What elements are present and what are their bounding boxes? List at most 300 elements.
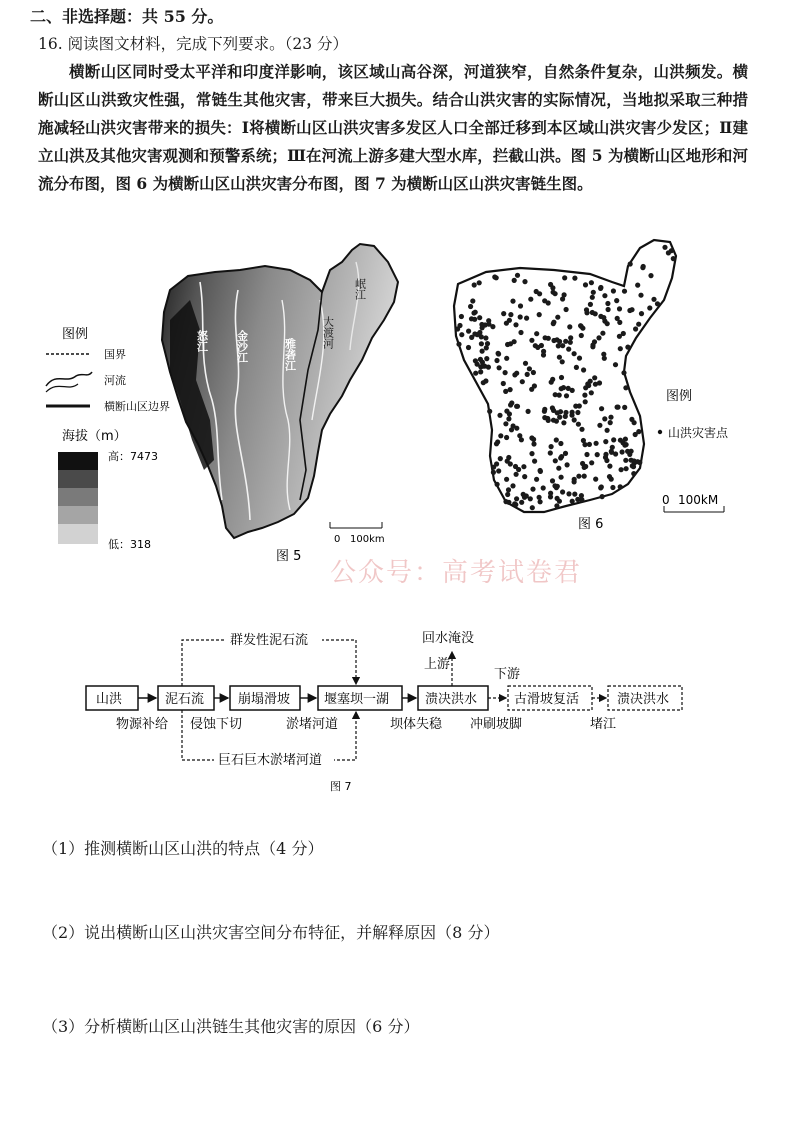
- flood-point: [618, 346, 623, 351]
- node-text-5: 古滑坡复活: [514, 692, 580, 707]
- flood-point: [636, 322, 641, 327]
- flood-point: [624, 466, 629, 471]
- flood-point: [495, 439, 500, 444]
- flood-point: [622, 443, 627, 448]
- flood-point: [598, 285, 603, 290]
- river-label-min: 岷江: [353, 278, 367, 300]
- flood-point: [484, 356, 489, 361]
- flood-point: [477, 280, 482, 285]
- figure6-legend-item: 山洪灾害点: [668, 426, 729, 440]
- flood-point: [620, 449, 625, 454]
- flood-point: [529, 338, 534, 343]
- flood-point: [485, 341, 490, 346]
- flood-point: [588, 302, 593, 307]
- flood-point: [537, 495, 542, 500]
- flood-point: [617, 320, 622, 325]
- flood-point: [576, 474, 581, 479]
- flood-point: [605, 301, 610, 306]
- flood-point: [556, 343, 561, 348]
- flood-point: [466, 329, 471, 334]
- flood-point: [636, 429, 641, 434]
- flood-point: [469, 316, 474, 321]
- flood-point: [542, 415, 547, 420]
- flood-point: [611, 437, 616, 442]
- flood-point: [614, 298, 619, 303]
- flood-point: [548, 282, 553, 287]
- flood-point: [501, 311, 506, 316]
- flood-point: [551, 418, 556, 423]
- flood-point: [584, 307, 589, 312]
- flood-point: [508, 402, 513, 407]
- flood-point: [479, 334, 484, 339]
- flood-point: [576, 422, 581, 427]
- flood-point: [514, 472, 519, 477]
- flood-point: [603, 455, 608, 460]
- flood-point: [554, 337, 559, 342]
- flood-point: [506, 487, 511, 492]
- flood-point: [596, 335, 601, 340]
- flood-point: [590, 310, 595, 315]
- flood-point: [637, 460, 642, 465]
- legend-boundary-label: 横断山区边界: [104, 400, 170, 413]
- flood-point: [564, 307, 569, 312]
- flood-point: [617, 306, 622, 311]
- flood-point: [611, 288, 616, 293]
- flood-point: [508, 387, 513, 392]
- flood-point: [563, 339, 568, 344]
- flood-point: [526, 409, 531, 414]
- flood-point: [602, 293, 607, 298]
- flood-point: [554, 503, 559, 508]
- flood-point: [592, 339, 597, 344]
- flood-point: [629, 417, 634, 422]
- flood-point: [572, 479, 577, 484]
- flood-point: [551, 321, 556, 326]
- flood-point: [598, 485, 603, 490]
- flood-point: [590, 344, 595, 349]
- flood-point: [581, 367, 586, 372]
- flood-point: [600, 331, 605, 336]
- node-text-0: 山洪: [96, 692, 123, 707]
- legend-border-label: 国界: [104, 348, 126, 361]
- flood-point: [575, 497, 580, 502]
- flood-point: [498, 433, 503, 438]
- flood-point: [633, 326, 638, 331]
- flood-point: [496, 351, 501, 356]
- flood-point: [494, 358, 499, 363]
- flood-point: [557, 355, 562, 360]
- flood-point: [579, 324, 584, 329]
- flood-point: [498, 456, 503, 461]
- flood-point: [590, 295, 595, 300]
- top-branch-label: 群发性泥石流: [230, 633, 309, 648]
- flood-point: [607, 464, 612, 469]
- flood-point: [455, 326, 460, 331]
- flood-point: [513, 502, 518, 507]
- flood-point: [524, 493, 529, 498]
- flood-point: [582, 393, 587, 398]
- flood-point: [662, 245, 667, 250]
- flood-point: [529, 451, 534, 456]
- flood-point: [639, 311, 644, 316]
- flood-point: [504, 477, 509, 482]
- flood-point: [598, 314, 603, 319]
- flood-point: [469, 335, 474, 340]
- flood-point: [561, 420, 566, 425]
- flood-point: [558, 409, 563, 414]
- flood-point: [599, 406, 604, 411]
- flood-point: [514, 371, 519, 376]
- below-label-4: 冲刷坡脚: [470, 717, 523, 732]
- flood-point: [524, 316, 529, 321]
- bottom-branch-label: 巨石巨木淤堵河道: [218, 753, 323, 768]
- flood-point: [527, 366, 532, 371]
- flood-point: [559, 375, 564, 380]
- flood-point: [535, 345, 540, 350]
- node-text-4: 溃决洪水: [425, 692, 478, 707]
- flood-point: [581, 438, 586, 443]
- flood-point: [579, 427, 584, 432]
- flood-point: [542, 407, 547, 412]
- flood-point: [617, 334, 622, 339]
- flood-point: [519, 437, 524, 442]
- flood-point: [602, 356, 607, 361]
- flood-point: [622, 405, 627, 410]
- flood-point: [629, 307, 634, 312]
- flood-point: [523, 361, 528, 366]
- flood-point: [518, 314, 523, 319]
- flood-point: [491, 465, 496, 470]
- flood-point: [534, 289, 539, 294]
- flood-point: [480, 349, 485, 354]
- river-label-yalong: 雅砻江: [283, 338, 297, 371]
- flood-point: [508, 312, 513, 317]
- flood-point: [510, 299, 515, 304]
- sub-question-1: （1）推测横断山区山洪的特点（4 分）: [42, 839, 324, 858]
- flood-point: [607, 474, 612, 479]
- flood-point: [508, 461, 513, 466]
- flood-point: [518, 330, 523, 335]
- flood-point: [572, 492, 577, 497]
- flood-point: [555, 496, 560, 501]
- flood-point: [522, 279, 527, 284]
- flood-point: [560, 359, 565, 364]
- flood-point: [605, 321, 610, 326]
- flood-point: [648, 273, 653, 278]
- watermark: 公众号：高考试卷君: [330, 558, 583, 588]
- flood-point: [522, 474, 527, 479]
- flood-point: [570, 499, 575, 504]
- flood-point: [483, 378, 488, 383]
- flood-point: [593, 382, 598, 387]
- figure6-legend-title: 图例: [666, 389, 693, 404]
- flood-point: [506, 455, 511, 460]
- flood-point: [554, 437, 559, 442]
- flood-point: [506, 416, 511, 421]
- flood-point: [531, 370, 536, 375]
- flood-point: [497, 413, 502, 418]
- flood-point: [513, 464, 518, 469]
- flood-point: [548, 494, 553, 499]
- river-label-jinsha: 金沙江: [235, 330, 249, 363]
- flood-point: [565, 462, 570, 467]
- question-stem: 16. 阅读图文材料，完成下列要求。（23 分）: [38, 35, 348, 53]
- flood-point: [610, 445, 615, 450]
- figure5-map: [162, 244, 398, 538]
- flood-point: [666, 250, 671, 255]
- flood-point: [477, 315, 482, 320]
- flood-point: [496, 468, 501, 473]
- flood-point: [510, 423, 515, 428]
- flood-point: [497, 365, 502, 370]
- below-label-5: 堵江: [590, 717, 617, 732]
- flood-point: [531, 437, 536, 442]
- flood-point: [520, 379, 525, 384]
- figure5-scale-label: 100km: [350, 534, 385, 545]
- flood-point: [504, 409, 509, 414]
- flood-point: [622, 289, 627, 294]
- flood-point: [548, 450, 553, 455]
- flood-point: [530, 487, 535, 492]
- flood-point: [505, 342, 510, 347]
- flood-point: [494, 275, 499, 280]
- flood-point: [608, 415, 613, 420]
- below-label-1: 侵蚀下切: [190, 717, 243, 732]
- flood-point: [671, 256, 676, 261]
- flood-point: [558, 441, 563, 446]
- flood-point: [503, 499, 508, 504]
- flood-point: [647, 305, 652, 310]
- flood-point: [595, 452, 600, 457]
- flood-point: [591, 290, 596, 295]
- flood-point: [621, 370, 626, 375]
- flood-point: [546, 300, 551, 305]
- flood-point: [470, 298, 475, 303]
- elevation-low: 低：318: [108, 538, 151, 551]
- flood-point: [572, 417, 577, 422]
- flood-point: [562, 275, 567, 280]
- flood-point: [532, 459, 537, 464]
- flood-point: [504, 435, 509, 440]
- flood-point: [575, 410, 580, 415]
- flood-point: [579, 333, 584, 338]
- flood-point: [602, 416, 607, 421]
- node-text-3: 堰塞坝一湖: [324, 692, 390, 707]
- flood-point: [477, 330, 482, 335]
- flood-point: [566, 491, 571, 496]
- flood-point: [519, 500, 524, 505]
- flood-point: [600, 494, 605, 499]
- flood-point: [619, 467, 624, 472]
- flood-point: [631, 464, 636, 469]
- flood-point: [625, 345, 630, 350]
- flood-point: [512, 278, 517, 283]
- flood-point: [587, 442, 592, 447]
- flood-point: [515, 273, 520, 278]
- flood-point: [589, 460, 594, 465]
- flood-point: [507, 318, 512, 323]
- flood-point: [570, 410, 575, 415]
- flood-point: [610, 485, 615, 490]
- flood-point: [495, 482, 500, 487]
- flood-point: [473, 371, 478, 376]
- flood-point: [549, 444, 554, 449]
- flood-point: [618, 484, 623, 489]
- flood-point: [503, 421, 508, 426]
- elevation-high: 高：7473: [108, 450, 158, 463]
- upstream-result: 回水淹没: [422, 631, 475, 646]
- flood-point: [606, 307, 611, 312]
- flood-point: [635, 283, 640, 288]
- flood-point: [553, 458, 558, 463]
- flood-point: [487, 409, 492, 414]
- legend-river-label: 河流: [104, 374, 126, 387]
- flood-point: [655, 301, 660, 306]
- flood-point: [582, 474, 587, 479]
- below-label-2: 淤堵河道: [286, 717, 339, 732]
- flood-point: [557, 415, 562, 420]
- flood-point: [597, 423, 602, 428]
- flood-point: [567, 324, 572, 329]
- flood-point: [550, 478, 555, 483]
- river-label-dadu: 大渡河: [321, 316, 335, 349]
- flood-point: [566, 347, 571, 352]
- flood-point: [560, 296, 565, 301]
- flood-point: [538, 468, 543, 473]
- flood-point: [501, 381, 506, 386]
- flood-point: [556, 466, 561, 471]
- flood-point: [483, 335, 488, 340]
- flood-point: [466, 345, 471, 350]
- figure6-scale-zero: 0: [662, 493, 670, 507]
- flood-point: [478, 357, 483, 362]
- flood-point: [541, 485, 546, 490]
- flood-point: [513, 322, 518, 327]
- flood-point: [577, 356, 582, 361]
- flood-point: [550, 405, 555, 410]
- figure5-caption: 图 5: [276, 549, 302, 564]
- flood-point: [534, 331, 539, 336]
- flood-point: [629, 458, 634, 463]
- flood-point: [518, 303, 523, 308]
- sub-question-3: （3）分析横断山区山洪链生其他灾害的原因（6 分）: [42, 1017, 420, 1036]
- flood-point: [572, 351, 577, 356]
- flood-point: [503, 370, 508, 375]
- flood-point: [615, 405, 620, 410]
- flood-point: [551, 290, 556, 295]
- sub-question-2: （2）说出横断山区山洪灾害空间分布特征，并解释原因（8 分）: [42, 923, 500, 942]
- flood-point: [589, 280, 594, 285]
- river-label-nu: 怒江: [195, 330, 209, 352]
- flood-point: [537, 312, 542, 317]
- flood-point: [623, 385, 628, 390]
- flood-point: [629, 449, 634, 454]
- flood-point: [472, 282, 477, 287]
- flood-point: [514, 496, 519, 501]
- flood-point: [583, 464, 588, 469]
- flood-point: [564, 393, 569, 398]
- flood-point: [521, 464, 526, 469]
- flood-point: [640, 265, 645, 270]
- flood-point: [583, 399, 588, 404]
- flood-point: [583, 282, 588, 287]
- downstream-label: 下游: [494, 667, 521, 682]
- flood-point: [538, 499, 543, 504]
- flood-point: [505, 492, 510, 497]
- flood-point: [603, 439, 608, 444]
- elevation-title: 海拔（m）: [62, 429, 127, 444]
- flood-point: [566, 386, 571, 391]
- flood-point: [546, 336, 551, 341]
- below-label-0: 物源补给: [116, 717, 169, 732]
- flood-point: [605, 428, 610, 433]
- flood-point: [584, 452, 589, 457]
- node-text-2: 崩塌滑坡: [238, 692, 291, 707]
- flood-point: [525, 372, 530, 377]
- flood-point: [631, 471, 636, 476]
- flood-point: [618, 438, 623, 443]
- flood-point: [608, 420, 613, 425]
- flood-point: [638, 293, 643, 298]
- figure7-caption: 图 7: [330, 780, 352, 793]
- section-heading: 二、非选择题：共 55 分。: [30, 7, 224, 26]
- flood-point: [574, 365, 579, 370]
- flood-point: [593, 477, 598, 482]
- flood-point: [475, 362, 480, 367]
- flood-point: [557, 393, 562, 398]
- flood-point: [563, 410, 568, 415]
- figure6-map: [454, 240, 729, 532]
- figure6-caption: 图 6: [578, 517, 604, 532]
- figure7-flowchart: [86, 630, 682, 793]
- flood-point: [555, 315, 560, 320]
- flood-point: [592, 375, 597, 380]
- upstream-label: 上游: [424, 657, 451, 672]
- flood-point: [534, 477, 539, 482]
- flood-point: [531, 441, 536, 446]
- flood-point: [588, 379, 593, 384]
- flood-point: [623, 458, 628, 463]
- node-text-6: 溃决洪水: [617, 692, 670, 707]
- flood-point: [471, 310, 476, 315]
- node-text-1: 泥石流: [165, 692, 205, 707]
- flood-point: [559, 454, 564, 459]
- flood-point: [573, 404, 578, 409]
- flood-point: [456, 342, 461, 347]
- flood-point: [532, 383, 537, 388]
- flood-point: [504, 356, 509, 361]
- flood-point: [530, 505, 535, 510]
- flood-point: [568, 340, 573, 345]
- figure6-region: [454, 240, 676, 512]
- flood-point: [623, 437, 628, 442]
- flood-point: [486, 322, 491, 327]
- flood-point: [459, 314, 464, 319]
- flood-point: [479, 341, 484, 346]
- flood-point: [459, 332, 464, 337]
- flood-point: [549, 380, 554, 385]
- below-label-3: 坝体失稳: [390, 717, 443, 732]
- flood-point: [528, 297, 533, 302]
- flood-point: [555, 484, 560, 489]
- flood-point: [541, 349, 546, 354]
- flood-point: [510, 483, 515, 488]
- passage-text: 横断山区同时受太平洋和印度洋影响，该区域山高谷深，河道狭窄，自然条件复杂，山洪频发。横断山区山洪致灾性强，常链生其他灾害，带来巨大损失。结合山洪灾害的实际情况，当地拟采取三种措施减轻山洪灾害带来的损失：Ⅰ将横断山区山洪灾害多发区人口全部迁移到本区域山洪灾害少发区；Ⅱ建立山洪及其他灾害观测和预警系统；Ⅲ在河流上游多建大型水库，拦截山洪。图 5 为横断山区地形和河流分布图，图 6 为横断山区山洪灾害分布图，图 7 为横断山区山洪灾害链生图。: [38, 62, 748, 193]
- flood-point: [613, 451, 618, 456]
- flood-point: [651, 297, 656, 302]
- figure5-legend-title: 图例: [62, 327, 89, 342]
- flood-point: [491, 470, 496, 475]
